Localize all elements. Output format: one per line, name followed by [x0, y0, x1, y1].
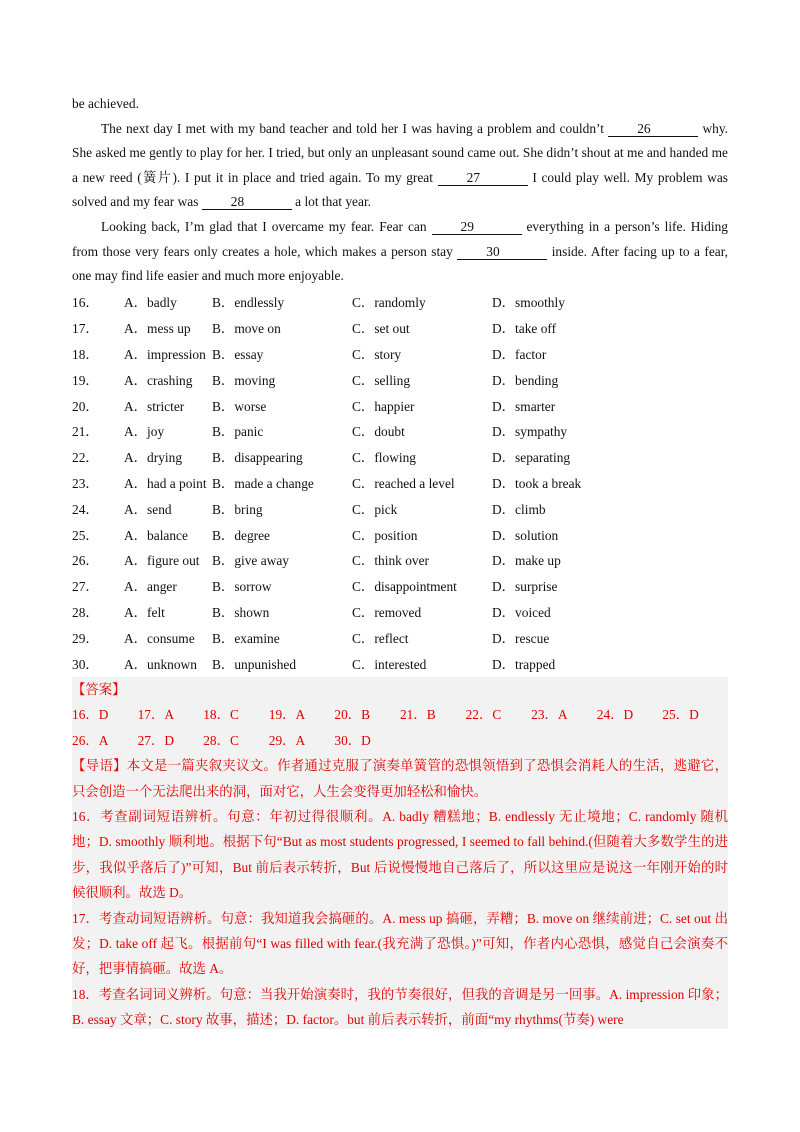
- option-b: B．degree: [212, 527, 271, 543]
- passage-paragraph: [72, 117, 728, 215]
- option-a: A．drying: [124, 450, 183, 466]
- answer-heading: 【答案】: [72, 682, 126, 697]
- option-c: C．reflect: [352, 630, 409, 646]
- option-b: B．made a change: [212, 475, 314, 491]
- option-a: A．anger: [124, 579, 177, 595]
- option-d: D．make up: [492, 553, 561, 569]
- question-number: 20．: [72, 398, 99, 414]
- option-c: C．removed: [352, 604, 422, 620]
- question-row: [72, 418, 728, 444]
- question-row: [72, 547, 728, 573]
- option-a: A．impression: [124, 346, 206, 362]
- option-d: D．took a break: [492, 475, 582, 491]
- option-a: A．mess up: [124, 321, 191, 337]
- option-c: C．position: [352, 527, 418, 543]
- option-b: B．moving: [212, 372, 276, 388]
- answer-item: 21．B: [399, 707, 436, 723]
- passage-text: why. She asked me gently to play for her. I tried, but only an unpleasant sound came out. She didn’t shout at me and handed me a new reed (簧片). I put it in place and tried again. To my great: [72, 120, 728, 185]
- question-number: 22．: [72, 450, 99, 466]
- answer-options-list: [72, 289, 728, 676]
- option-a: A．badly: [124, 295, 177, 311]
- answer-item: 18．C: [203, 707, 239, 723]
- passage-text: a lot that year.: [295, 194, 372, 210]
- option-c: C．interested: [352, 656, 427, 672]
- option-d: D．separating: [492, 450, 571, 466]
- answer-item: 29．A: [268, 732, 306, 748]
- answer-key-row: [72, 728, 728, 753]
- option-c: C．reached a level: [352, 475, 455, 491]
- answer-explanation-box: [72, 677, 728, 1029]
- passage-text: The next day I met with my band teacher and told her I was having a problem and couldn’t: [101, 120, 604, 136]
- question-number: 23．: [72, 475, 99, 491]
- option-a: A．had a point: [124, 475, 207, 491]
- option-b: B．endlessly: [212, 295, 285, 311]
- option-b: B．disappearing: [212, 450, 303, 466]
- option-a: A．unknown: [124, 656, 197, 672]
- question-number: 29．: [72, 630, 99, 646]
- blank-30: 30: [457, 244, 547, 260]
- answer-item: 30．D: [334, 732, 371, 748]
- option-b: B．bring: [212, 501, 263, 517]
- passage-text: I could play well. My problem was solved and my fear was: [72, 169, 729, 210]
- option-d: D．surprise: [492, 579, 558, 595]
- option-b: B．shown: [212, 604, 270, 620]
- option-a: A．joy: [124, 424, 165, 440]
- answer-item: 20．B: [334, 707, 371, 723]
- option-a: A．consume: [124, 630, 195, 646]
- passage-text: Looking back, I’m glad that I overcame my fear. Fear can: [101, 218, 427, 234]
- option-c: C．selling: [352, 372, 411, 388]
- option-c: C．flowing: [352, 450, 416, 466]
- question-number: 19．: [72, 372, 99, 388]
- question-row: [72, 521, 728, 547]
- option-c: C．story: [352, 346, 402, 362]
- question-number: 25．: [72, 527, 99, 543]
- question-number: 21．: [72, 424, 99, 440]
- passage-paragraph: [72, 215, 728, 289]
- question-number: 24．: [72, 501, 99, 517]
- answer-key-row: [72, 702, 728, 727]
- option-c: C．set out: [352, 321, 410, 337]
- option-d: D．sympathy: [492, 424, 568, 440]
- explanation-18: 18．考查名词词义辨析。句意：当我开始演奏时，我的节奏很好，但我的音调是另一回事。A. impression 印象；B. essay 文章；C. story 故事，描述；D. factor。but 前后表示转折，前面“my rhythms(节奏) were: [72, 986, 728, 1028]
- question-number: 17．: [72, 321, 99, 337]
- question-number: 18．: [72, 346, 99, 362]
- question-number: 27．: [72, 579, 99, 595]
- option-b: B．examine: [212, 630, 280, 646]
- option-d: D．smoothly: [492, 295, 565, 311]
- answer-item: 22．C: [465, 707, 502, 723]
- option-c: C．happier: [352, 398, 415, 414]
- reading-passage: [72, 92, 728, 289]
- question-number: 30．: [72, 656, 99, 672]
- option-c: C．think over: [352, 553, 429, 569]
- question-number: 28．: [72, 604, 99, 620]
- answer-item: 28．C: [203, 732, 239, 748]
- option-b: B．panic: [212, 424, 264, 440]
- option-b: B．worse: [212, 398, 267, 414]
- explanation-16: 16．考查副词短语辨析。句意：年初过得很顺利。A. badly 糟糕地；B. endlessly 无止境地；C. randomly 随机地；D. smoothly 顺利地。根据下句“But as most students progressed, I seemed to fall behind.(但随着大多数学生的进步，我似乎落后了)”可知，But 前后表示转折，But 后说慢慢地自己落后了，所以这里应是说这一年刚开始的时候很顺利。故选 D。: [72, 809, 728, 901]
- question-row: [72, 470, 728, 496]
- answer-item: 23．A: [531, 707, 568, 723]
- question-row: [72, 315, 728, 341]
- option-d: D．climb: [492, 501, 546, 517]
- question-row: [72, 599, 728, 625]
- answer-item: 16．D: [72, 707, 109, 723]
- option-a: A．balance: [124, 527, 188, 543]
- option-c: C．pick: [352, 501, 398, 517]
- question-row: [72, 495, 728, 521]
- question-row: [72, 366, 728, 392]
- passage-text: everything in a person’s life. Hiding from those very fears only creates a hole, which makes a person stay: [72, 218, 728, 259]
- question-row: [72, 444, 728, 470]
- option-a: A．figure out: [124, 553, 200, 569]
- option-b: B．give away: [212, 553, 289, 569]
- question-row: [72, 624, 728, 650]
- option-d: D．solution: [492, 527, 559, 543]
- option-a: A．crashing: [124, 372, 193, 388]
- option-b: B．sorrow: [212, 579, 272, 595]
- option-b: B．move on: [212, 321, 281, 337]
- answer-item: 24．D: [596, 707, 634, 723]
- option-d: D．take off: [492, 321, 557, 337]
- option-c: C．doubt: [352, 424, 405, 440]
- question-row: [72, 341, 728, 367]
- question-row: [72, 392, 728, 418]
- option-d: D．smarter: [492, 398, 556, 414]
- option-c: C．disappointment: [352, 579, 457, 595]
- option-c: C．randomly: [352, 295, 426, 311]
- option-d: D．factor: [492, 346, 547, 362]
- answer-item: 25．D: [662, 707, 699, 723]
- option-d: D．voiced: [492, 604, 551, 620]
- blank-27: 27: [438, 170, 528, 186]
- answer-item: 19．A: [268, 707, 306, 723]
- option-a: A．send: [124, 501, 172, 517]
- answer-item: 26．A: [72, 732, 109, 748]
- question-row: [72, 573, 728, 599]
- passage-text: inside. After facing up to a fear, one may find life easier and much more enjoyable.: [72, 243, 728, 284]
- option-d: D．rescue: [492, 630, 550, 646]
- answer-item: 27．D: [137, 732, 175, 748]
- blank-26: 26: [608, 121, 698, 137]
- blank-28: 28: [202, 194, 292, 210]
- answer-item: 17．A: [137, 707, 175, 723]
- question-row: [72, 650, 728, 676]
- option-b: B．unpunished: [212, 656, 297, 672]
- guide-paragraph: 【导语】本文是一篇夹叙夹议文。作者通过克服了演奏单簧管的恐惧领悟到了恐惧会消耗人的生活，逃避它，只会创造一个无法爬出来的洞，面对它，人生会变得更加轻松和愉快。: [72, 758, 728, 799]
- option-b: B．essay: [212, 346, 264, 362]
- question-number: 16．: [72, 295, 99, 311]
- option-d: D．trapped: [492, 656, 556, 672]
- option-d: D．bending: [492, 372, 559, 388]
- blank-29: 29: [432, 219, 522, 235]
- passage-line: be achieved.: [72, 96, 139, 111]
- question-row: [72, 289, 728, 315]
- question-number: 26．: [72, 553, 99, 569]
- option-a: A．felt: [124, 604, 165, 620]
- option-a: A．stricter: [124, 398, 185, 414]
- explanation-17: 17．考查动词短语辨析。句意：我知道我会搞砸的。A. mess up 搞砸，弄糟；B. move on 继续前进；C. set out 出发；D. take off 起飞。根据前句“I was filled with fear.(我充满了恐惧。)”可知，作者内心恐惧，感觉自己会演奏不好，把事情搞砸。故选 A。: [72, 910, 728, 977]
